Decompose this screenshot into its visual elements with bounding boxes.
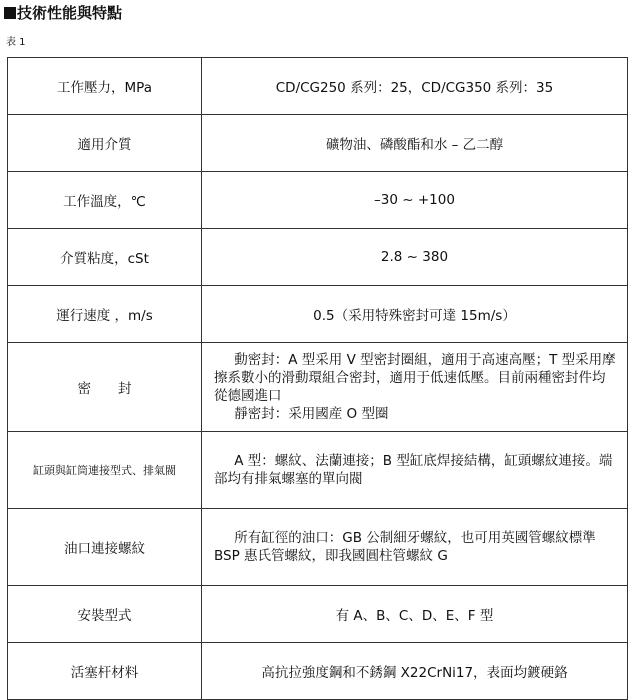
- table-row: [8, 229, 628, 286]
- table-row: [8, 343, 628, 432]
- row-key: 安裝型式: [8, 586, 202, 643]
- square-bullet-icon: [4, 7, 16, 19]
- row-value: 高抗拉強度鋼和不銹鋼 X22CrNi17，表面均鍍硬鉻: [202, 643, 628, 700]
- row-key: 油口連接螺紋: [8, 509, 202, 586]
- row-value: CD/CG250 系列：25，CD/CG350 系列：35: [202, 58, 628, 115]
- row-key: 運行速度 ，m/s: [8, 286, 202, 343]
- row-value: 0.5（采用特殊密封可達 15m/s）: [202, 286, 628, 343]
- table-row: [8, 586, 628, 643]
- table-row: [8, 286, 628, 343]
- table-row: [8, 115, 628, 172]
- seal-dynamic-text: 動密封：A 型采用 V 型密封圈組，適用于高速高壓；T 型采用摩擦系數小的滑動環組合密封，適用于低速低壓。目前兩種密封件均從德國進口: [214, 352, 616, 404]
- section-heading: [4, 3, 122, 23]
- seal-static-text: 靜密封：采用國産 O 型圈: [234, 406, 389, 422]
- row-value: 2.8 ~ 380: [202, 229, 628, 286]
- row-value: 有 A、B、C、D、E、F 型: [202, 586, 628, 643]
- table-row: [8, 172, 628, 229]
- row-key: 工作壓力，MPa: [8, 58, 202, 115]
- spec-table: [7, 57, 628, 700]
- row-value-text: A 型：螺紋、法蘭連接；B 型缸底焊接結構，缸頭螺紋連接。端部均有排氣螺塞的單向閥: [214, 453, 613, 487]
- section-heading-text: 技術性能與特點: [17, 4, 123, 22]
- row-value: –30 ~ +100: [202, 172, 628, 229]
- row-value: [202, 343, 628, 432]
- row-key: 缸頭與缸筒連接型式、排氣閥: [8, 432, 202, 509]
- row-key: 密 封: [8, 343, 202, 432]
- row-key: 工作溫度，℃: [8, 172, 202, 229]
- table-row: [8, 509, 628, 586]
- row-key: 活塞杆材料: [8, 643, 202, 700]
- table-row: [8, 58, 628, 115]
- row-value: 礦物油、磷酸酯和水 – 乙二醇: [202, 115, 628, 172]
- row-key: 介質粘度，cSt: [8, 229, 202, 286]
- row-value: [202, 509, 628, 586]
- table-row: [8, 643, 628, 700]
- table-label: 表 1: [6, 37, 26, 48]
- row-value: [202, 432, 628, 509]
- row-key: 適用介質: [8, 115, 202, 172]
- row-value-text: 所有缸徑的油口：GB 公制細牙螺紋，也可用英國管螺紋標準 BSP 惠氏管螺紋，即我國圓柱管螺紋 G: [214, 530, 596, 564]
- table-row: [8, 432, 628, 509]
